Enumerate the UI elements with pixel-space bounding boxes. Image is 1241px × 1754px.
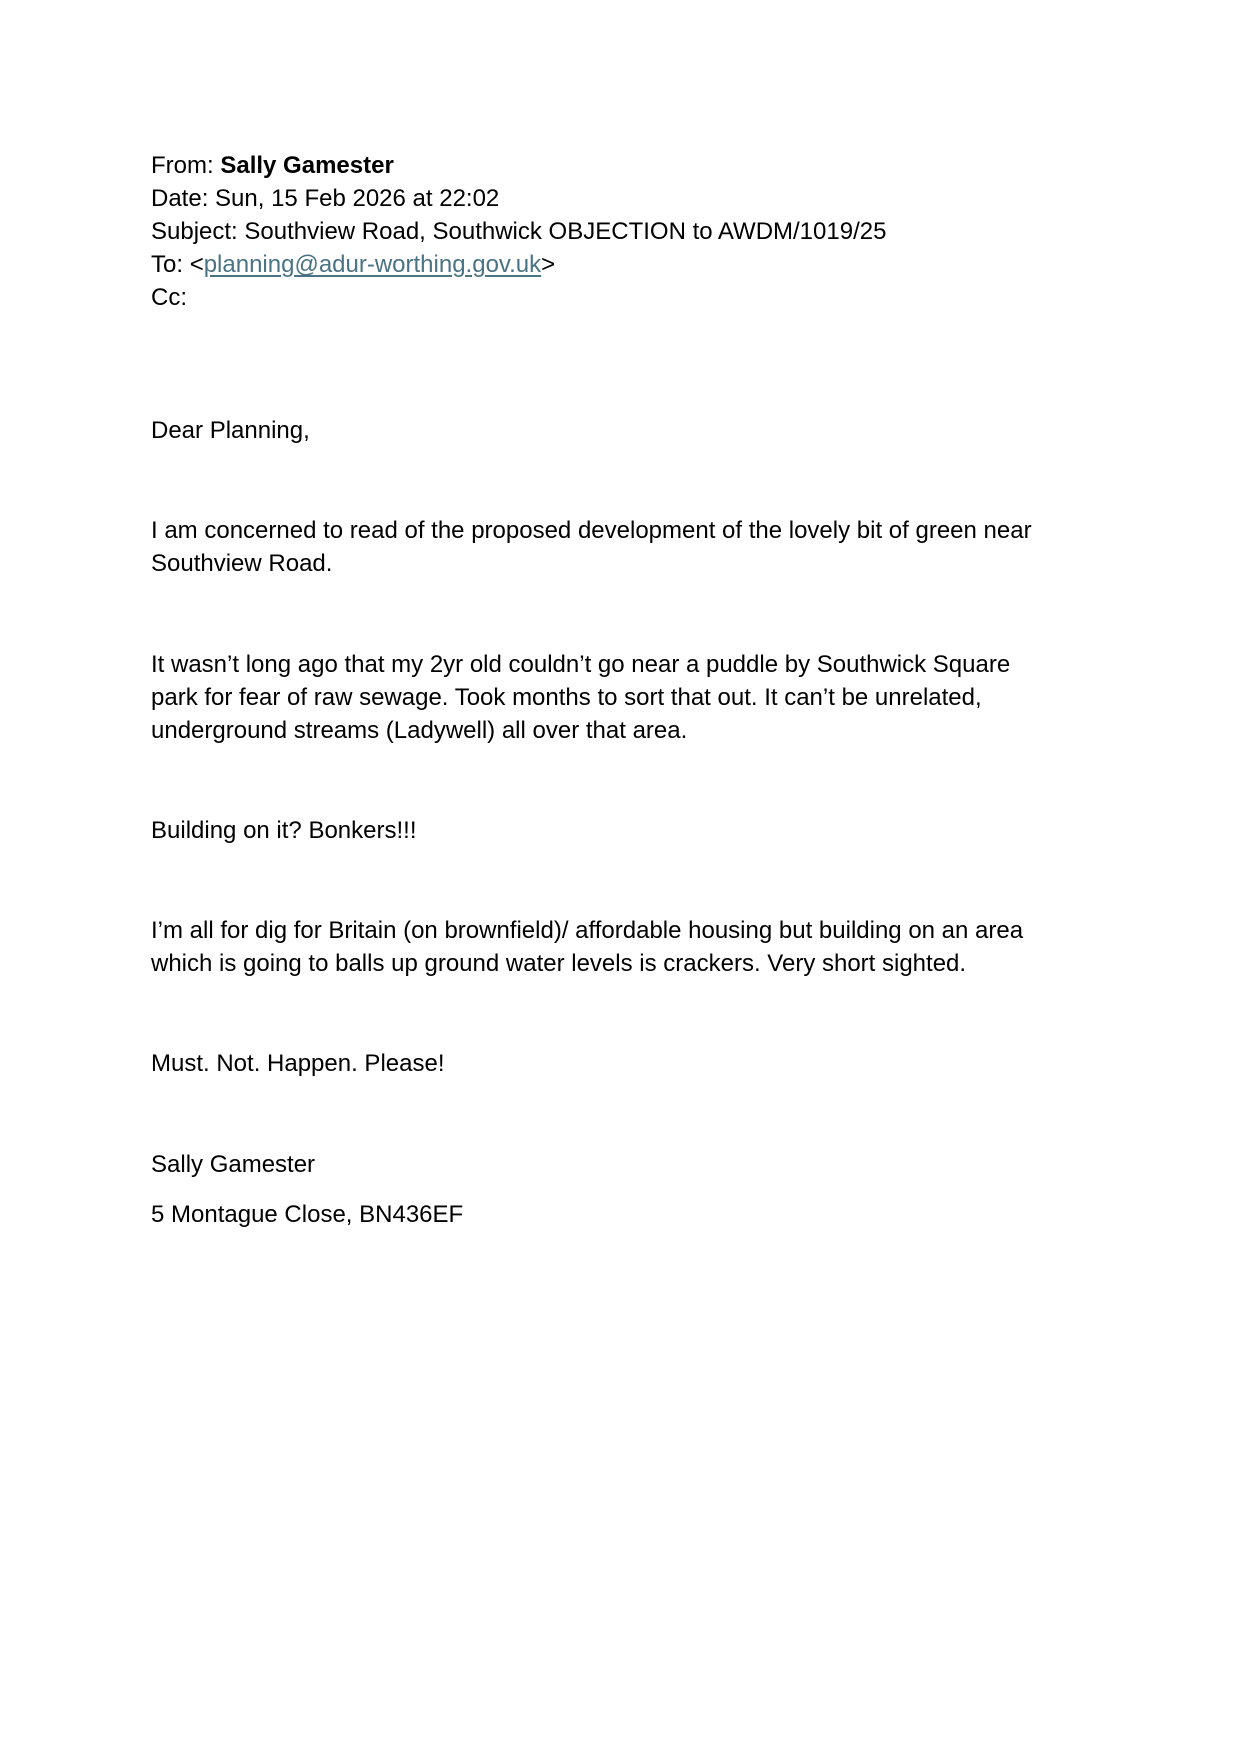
signature-address: 5 Montague Close, BN436EF: [151, 1201, 464, 1228]
date-label: Date:: [151, 185, 209, 212]
to-line: [151, 248, 555, 281]
cc-line: [151, 281, 187, 314]
paragraph-3: Building on it? Bonkers!!!: [151, 817, 417, 844]
salutation: Dear Planning,: [151, 417, 310, 444]
subject-value: Southview Road, Southwick OBJECTION to AWDM/1019/25: [244, 218, 887, 245]
paragraph-1-line-2: Southview Road.: [151, 550, 333, 577]
to-open-bracket: <: [189, 251, 204, 278]
paragraph-4-line-1: I’m all for dig for Britain (on brownfield)/ affordable housing but building on an area: [151, 917, 1024, 944]
paragraph-2-line-3: underground streams (Ladywell) all over that area.: [151, 717, 688, 744]
signature-name: Sally Gamester: [151, 1151, 316, 1178]
to-email-link[interactable]: planning@adur-worthing.gov.uk: [203, 251, 542, 278]
from-line: [151, 149, 394, 182]
from-name: Sally Gamester: [220, 152, 394, 179]
paragraph-1-line-1: I am concerned to read of the proposed development of the lovely bit of green near: [151, 517, 1032, 544]
date-line: [151, 182, 499, 215]
paragraph-5: Must. Not. Happen. Please!: [151, 1050, 445, 1077]
paragraph-2-line-2: park for fear of raw sewage. Took months to sort that out. It can’t be unrelated,: [151, 684, 982, 711]
from-label: From:: [151, 152, 214, 179]
paragraph-2-line-1: It wasn’t long ago that my 2yr old couldn’t go near a puddle by Southwick Square: [151, 651, 1011, 678]
cc-label: Cc:: [151, 284, 187, 311]
date-value: Sun, 15 Feb 2026 at 22:02: [215, 185, 500, 212]
to-label: To:: [151, 251, 184, 278]
to-close-bracket: >: [541, 251, 556, 278]
subject-label: Subject:: [151, 218, 238, 245]
paragraph-4-line-2: which is going to balls up ground water levels is crackers. Very short sighted.: [151, 950, 967, 977]
subject-line: [151, 215, 886, 248]
